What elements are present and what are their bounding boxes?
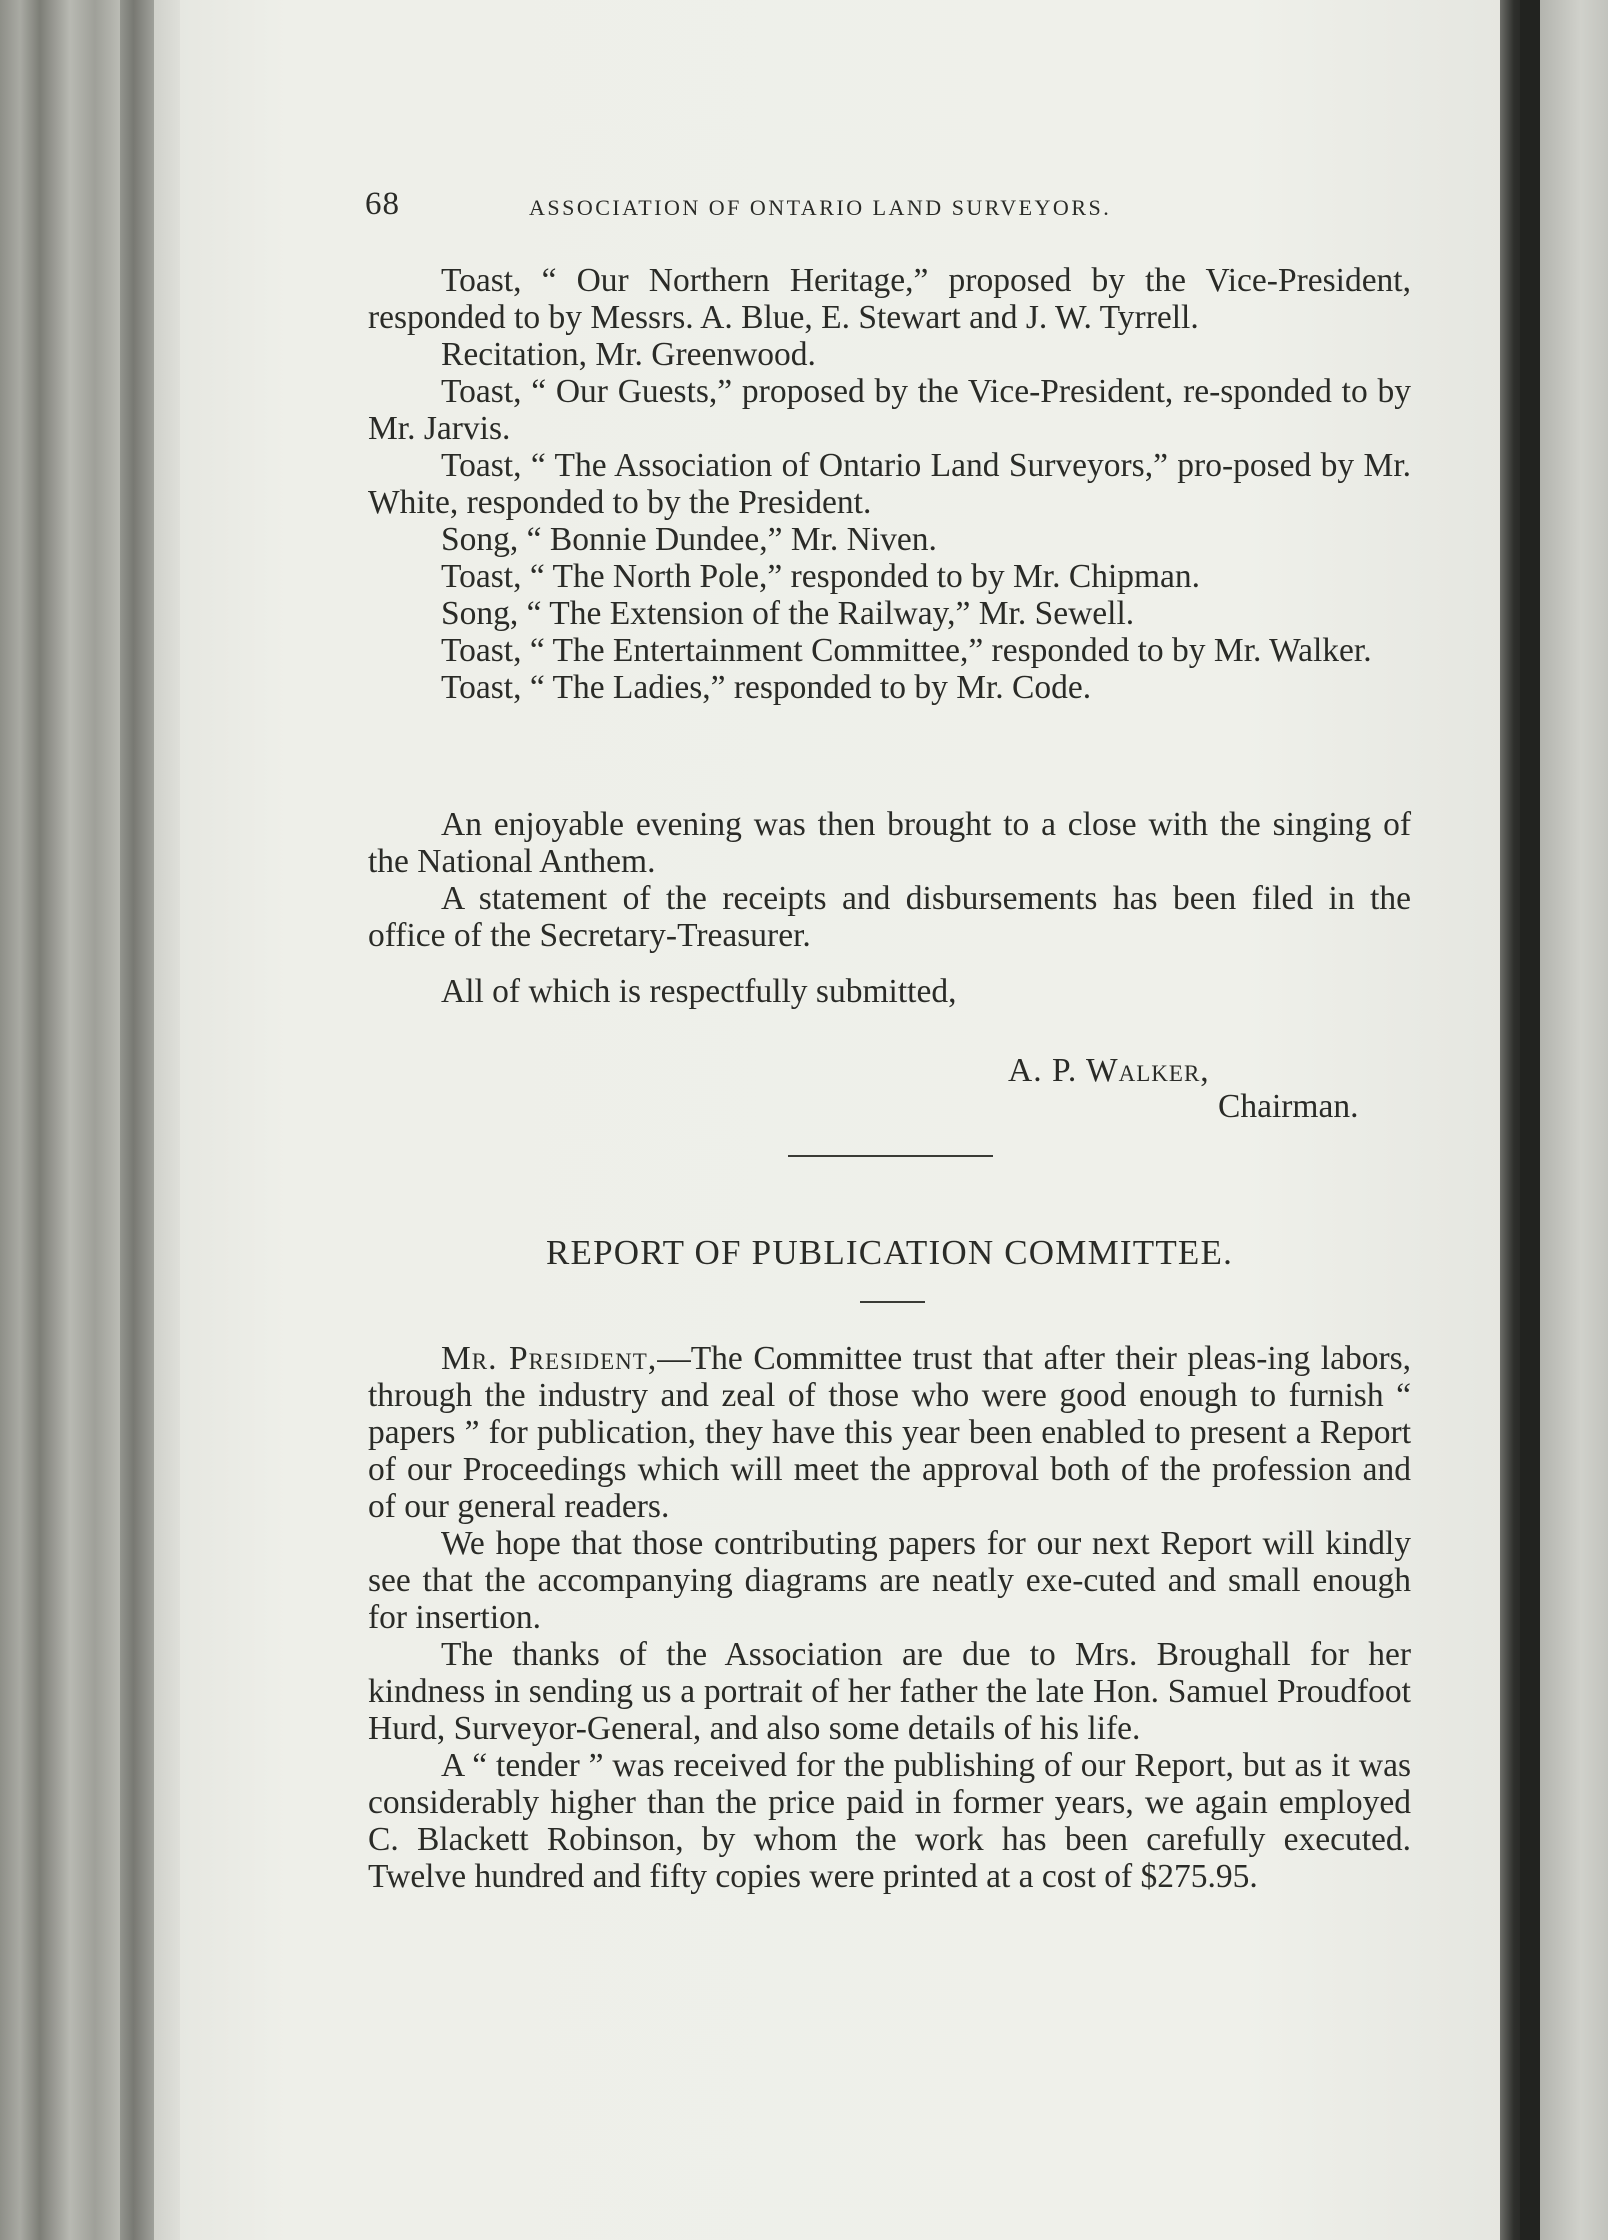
book-gutter <box>0 0 190 2240</box>
section-divider <box>788 1155 993 1157</box>
submitted-line: All of which is respectfully submitted, <box>441 973 957 1010</box>
statement-paragraph: A statement of the receipts and disbursements has been filed in the office of the Secretary-Treasurer. <box>368 880 1411 954</box>
section-heading: REPORT OF PUBLICATION COMMITTEE. <box>545 1233 1234 1272</box>
signature-title: Chairman. <box>1218 1088 1359 1125</box>
toast-item: Toast, “ The North Pole,” responded to by Mr. Chipman. <box>441 558 1201 595</box>
toast-item: Toast, “ The Entertainment Committee,” responded to by Mr. Walker. <box>441 632 1372 669</box>
salutation: Mr. President, <box>441 1340 658 1377</box>
report-paragraph-body: —The Committee trust that after their pleas-ing labors, through the industry and zeal of those who were good enough to furnish “ papers ” for publication, they have this year been enabled to present a Report of our Proceedings which will meet the approval both of the profession and of our general readers. <box>368 1340 1412 1525</box>
running-header <box>365 186 1415 226</box>
submitted-line-wrap <box>368 973 1411 1010</box>
publication-report <box>368 1340 1411 1895</box>
toast-item: Song, “ The Extension of the Railway,” Mr. Sewell. <box>441 595 1135 632</box>
toast-item: Song, “ Bonnie Dundee,” Mr. Niven. <box>441 521 937 558</box>
heading-rule <box>860 1301 925 1303</box>
right-next-page-strip <box>1540 0 1608 2240</box>
toast-item: Recitation, Mr. Greenwood. <box>441 336 816 373</box>
report-paragraph: We hope that those contributing papers for our next Report will kindly see that the accompanying diagrams are neatly exe-cuted and small enough for insertion. <box>368 1525 1411 1636</box>
page-number: 68 <box>365 186 400 222</box>
toast-list <box>368 262 1411 706</box>
toast-item: Toast, “ Our Northern Heritage,” proposed by the Vice-President, responded to by Messrs. A. Blue, E. Stewart and J. W. Tyrrell. <box>368 262 1411 336</box>
report-paragraph <box>368 1340 1411 1525</box>
toast-item: Toast, “ Our Guests,” proposed by the Vice-President, re-sponded to by Mr. Jarvis. <box>368 373 1411 447</box>
binding-shadow <box>120 0 154 2240</box>
closing-section <box>368 806 1411 954</box>
toast-item: Toast, “ The Association of Ontario Land Surveyors,” pro-posed by Mr. White, responded to by the President. <box>368 447 1411 521</box>
report-paragraph: A “ tender ” was received for the publishing of our Report, but as it was considerably higher than the price paid in former years, we again employed C. Blackett Robinson, by whom the work has been carefully executed. Twelve hundred and fifty copies were printed at a cost of $275.95. <box>368 1747 1411 1895</box>
toast-item: Toast, “ The Ladies,” responded to by Mr. Code. <box>441 669 1092 706</box>
running-title: ASSOCIATION OF ONTARIO LAND SURVEYORS. <box>529 195 1112 220</box>
signature-name: A. P. Walker, <box>1008 1052 1210 1089</box>
evening-paragraph: An enjoyable evening was then brought to a close with the singing of the National Anthem. <box>368 806 1411 880</box>
report-paragraph: The thanks of the Association are due to Mrs. Broughall for her kindness in sending us a portrait of her father the late Hon. Samuel Proudfoot Hurd, Surveyor-General, and also some details of his life. <box>368 1636 1411 1747</box>
